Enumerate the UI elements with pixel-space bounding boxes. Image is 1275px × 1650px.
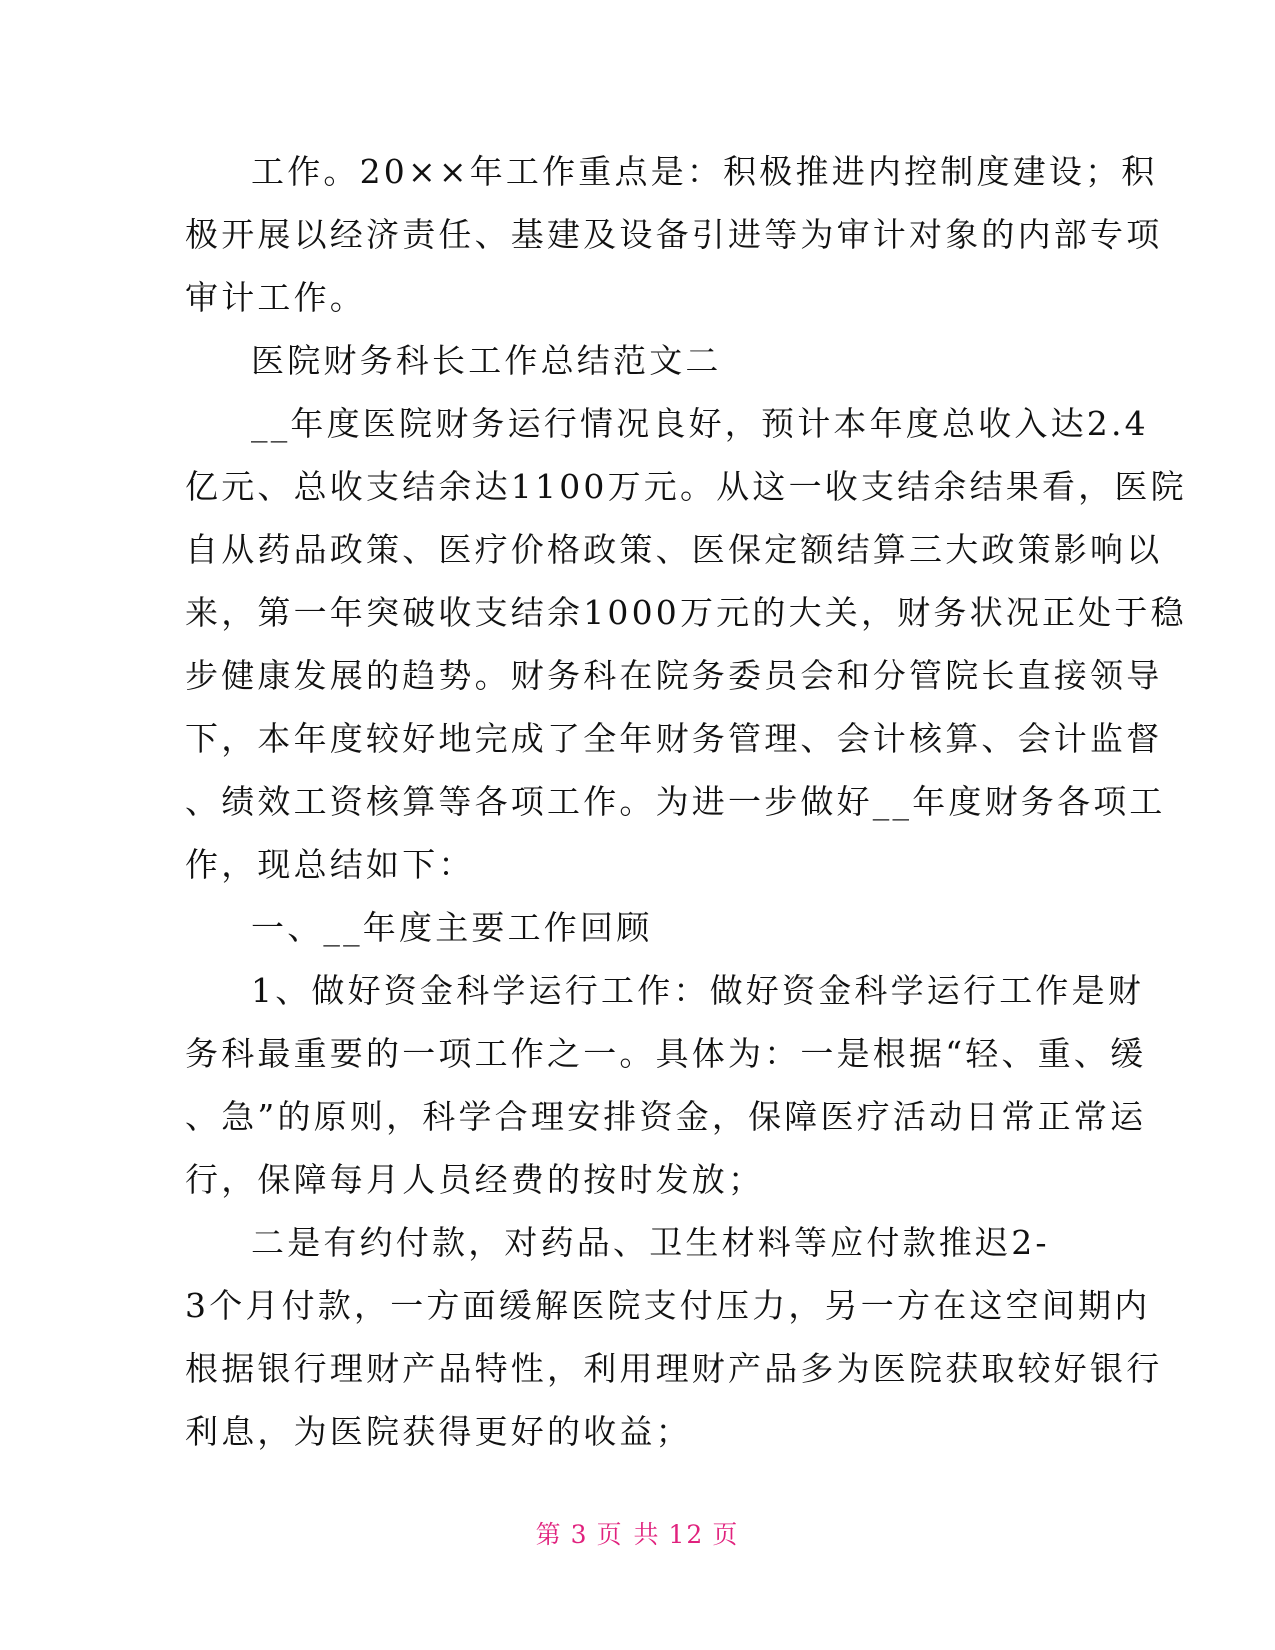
text-line: 极开展以经济责任、基建及设备引进等为审计对象的内部专项 [185,215,1163,254]
text-line: __年度医院财务运行情况良好，预计本年度总收入达2.4 [251,404,1149,443]
text-line: 步健康发展的趋势。财务科在院务委员会和分管院长直接领导 [185,656,1163,695]
page-footer [0,1515,1275,1551]
text-line: 审计工作。 [185,278,366,317]
section-heading: 医院财务科长工作总结范文二 [251,341,722,380]
text-line: 行，保障每月人员经费的按时发放； [185,1160,765,1199]
footer-middle: 页 共 [596,1520,661,1549]
text-line: 亿元、总收支结余达1100万元。从这一收支结余结果看，医院 [185,467,1187,506]
subsection-heading: 一、__年度主要工作回顾 [251,908,653,947]
text-line: 下，本年度较好地完成了全年财务管理、会计核算、会计监督 [185,719,1163,758]
text-line: 3个月付款，一方面缓解医院支付压力，另一方在这空间期内 [185,1286,1151,1325]
current-page-number: 3 [570,1520,589,1549]
text-line: 、绩效工资核算等各项工作。为进一步做好__年度财务各项工 [185,782,1166,821]
text-line: 务科最重要的一项工作之一。具体为：一是根据“轻、重、缓 [185,1034,1147,1073]
footer-suffix: 页 [712,1520,740,1549]
text-line: 二是有约付款，对药品、卫生材料等应付款推迟2- [251,1223,1050,1262]
text-line: 自从药品政策、医疗价格政策、医保定额结算三大政策影响以 [185,530,1163,569]
text-line: 工作。20××年工作重点是：积极推进内控制度建设；积 [251,152,1158,191]
text-line: 、急”的原则，科学合理安排资金，保障医疗活动日常正常运 [185,1097,1147,1136]
body-text [185,140,1187,1463]
text-line: 根据银行理财产品特性，利用理财产品多为医院获取较好银行 [185,1349,1163,1388]
text-line: 来，第一年突破收支结余1000万元的大关，财务状况正处于稳 [185,593,1187,632]
text-line: 1、做好资金科学运行工作：做好资金科学运行工作是财 [251,971,1144,1010]
text-line: 利息，为医院获得更好的收益； [185,1412,692,1451]
total-pages-number: 12 [668,1520,705,1549]
footer-prefix: 第 [535,1520,563,1549]
text-line: 作，现总结如下： [185,845,475,884]
